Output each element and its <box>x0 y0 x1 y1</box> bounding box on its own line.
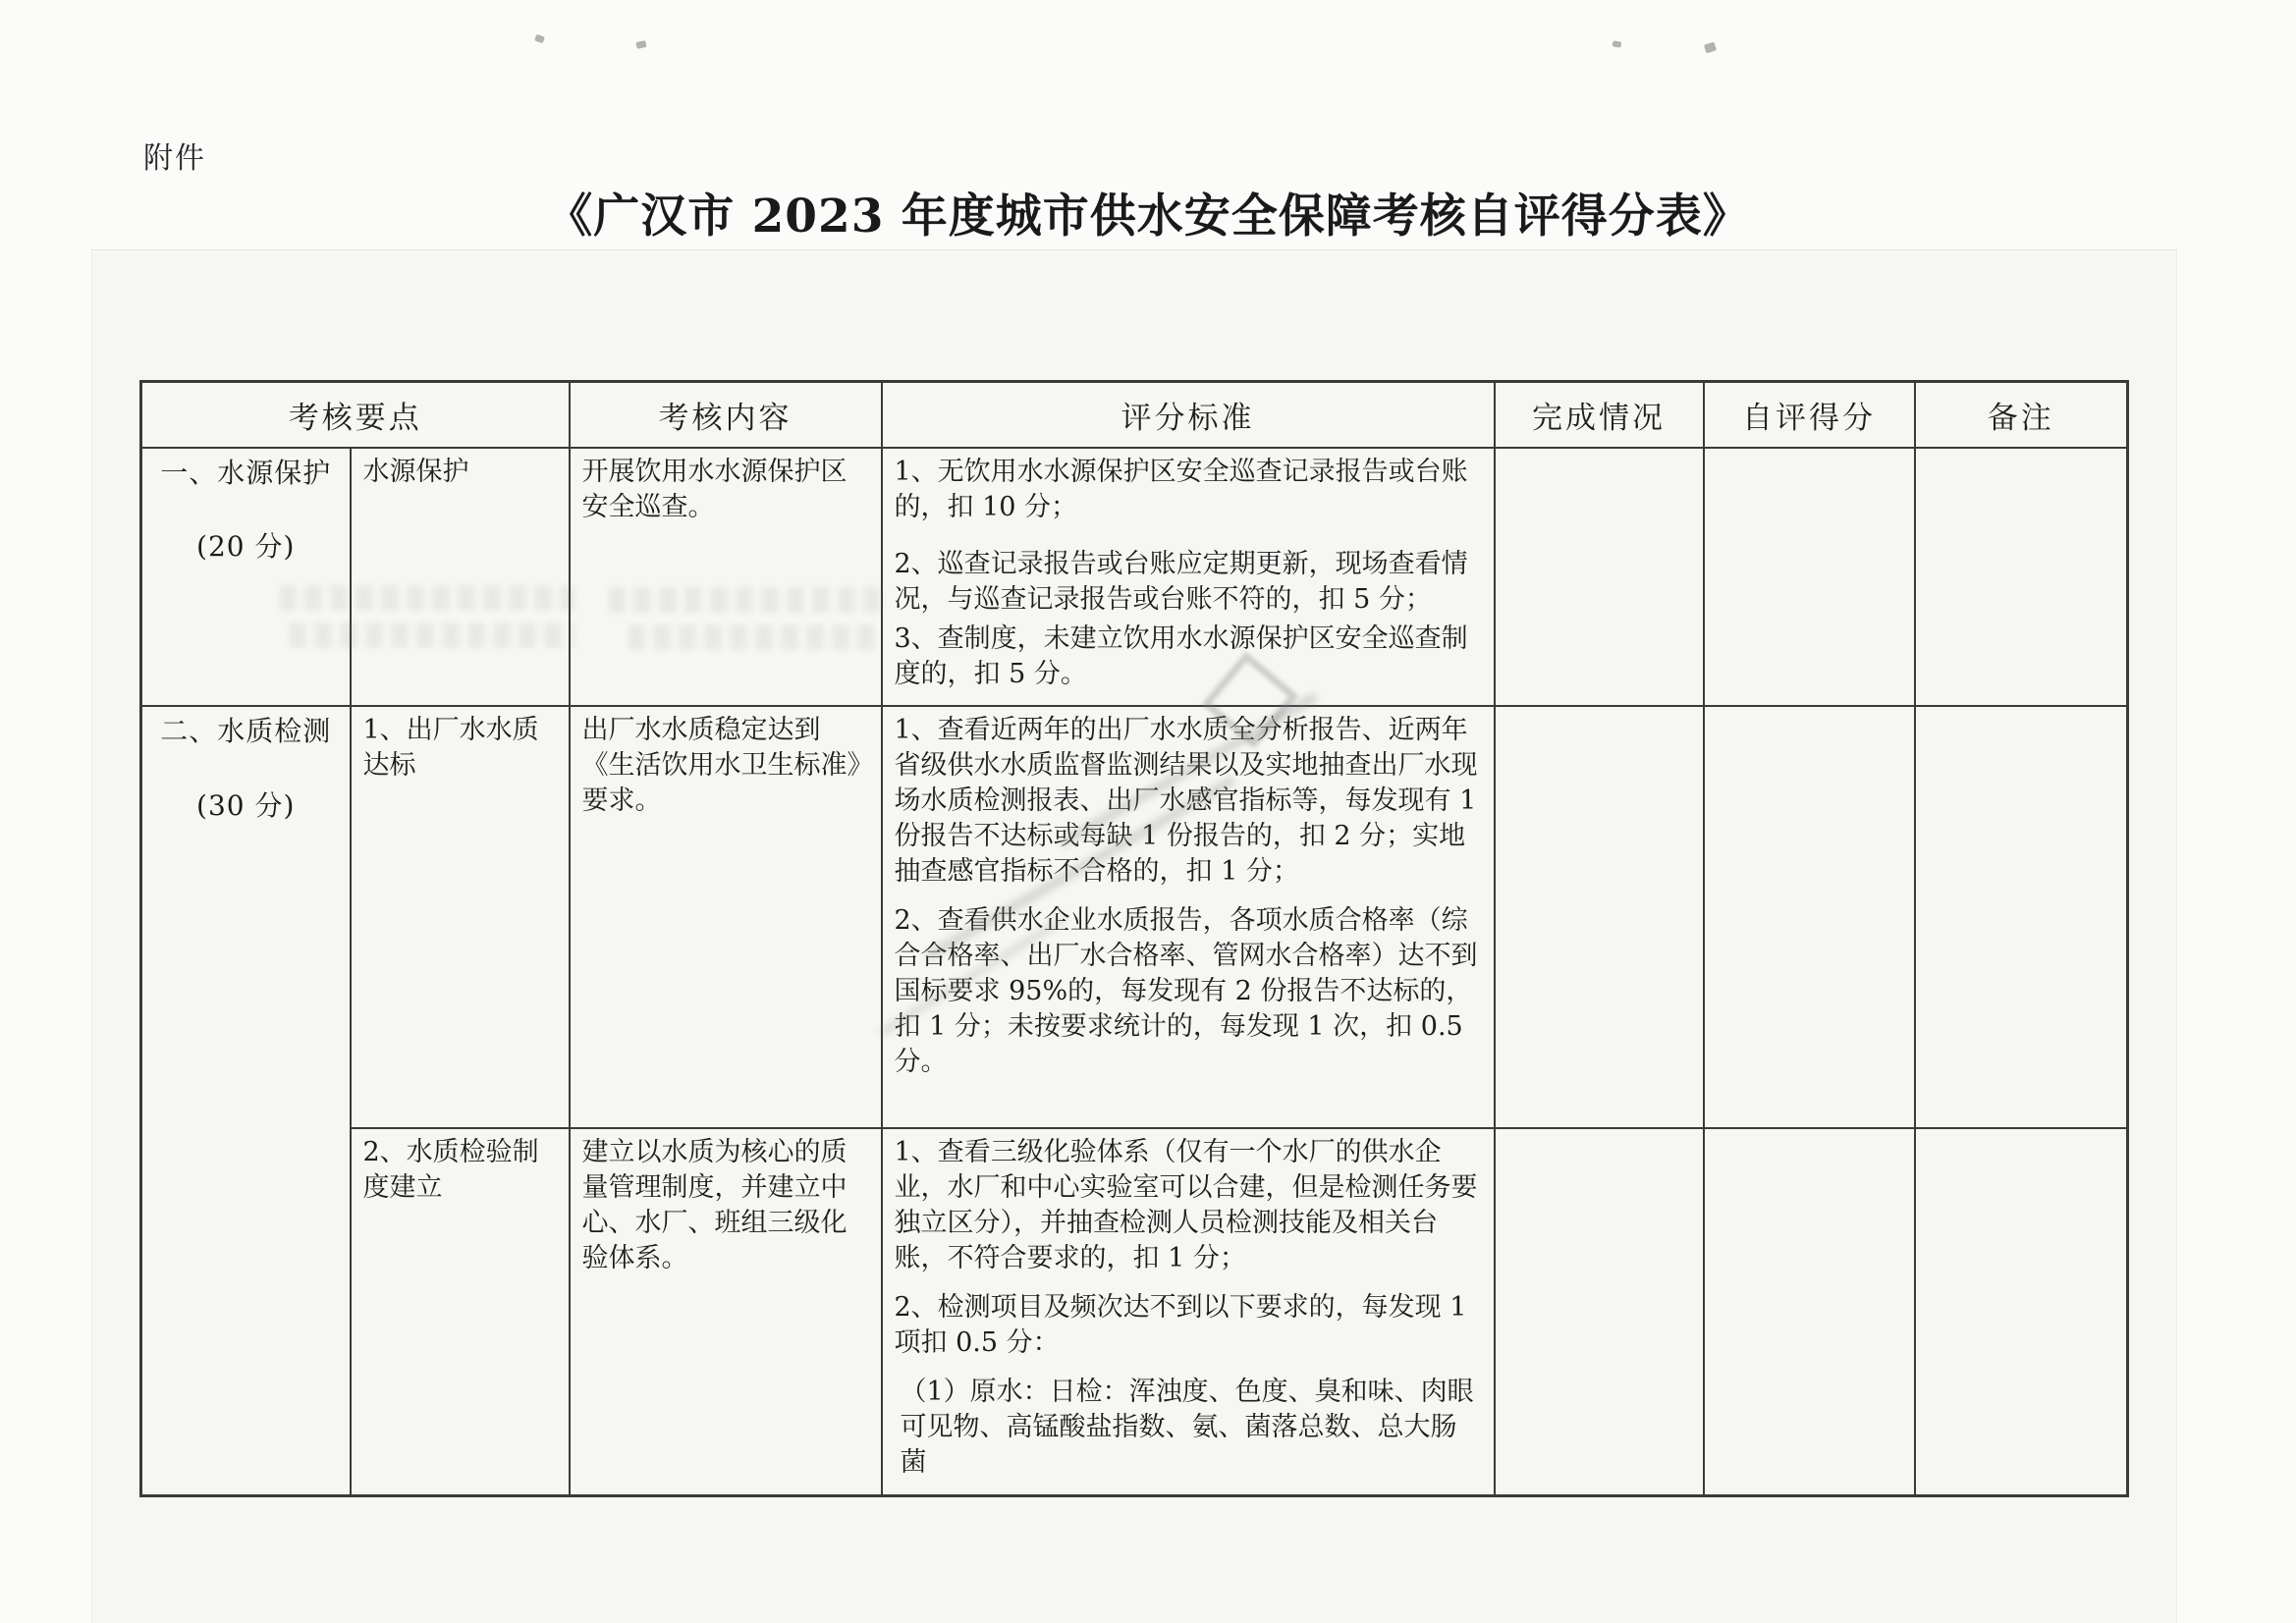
section-score: (20 分) <box>196 530 296 564</box>
scan-speck <box>635 40 646 49</box>
content-cell: 开展饮用水水源保护区安全巡查。 <box>570 448 882 706</box>
criteria-cell <box>882 1128 1495 1495</box>
self-score-cell <box>1704 706 1915 1128</box>
column-header-completion: 完成情况 <box>1495 382 1704 449</box>
attachment-label: 附件 <box>143 141 206 176</box>
column-header-content: 考核内容 <box>570 382 882 449</box>
criteria-paragraph: （1）原水：日检：浑浊度、色度、臭和味、肉眼可见物、高锰酸盐指数、氨、菌落总数、总大肠菌 <box>900 1376 1474 1478</box>
table-row <box>141 448 2128 706</box>
section-score: (30 分) <box>196 788 296 822</box>
page-title: 《广汉市 2023 年度城市供水安全保障考核自评得分表》 <box>546 189 1750 243</box>
header-row <box>141 382 2128 449</box>
content-cell: 出厂水水质稳定达到《生活饮用水卫生标准》要求。 <box>570 706 882 1128</box>
scan-speck <box>534 34 545 44</box>
criteria-cell <box>882 706 1495 1128</box>
content-cell: 建立以水质为核心的质量管理制度，并建立中心、水厂、班组三级化验体系。 <box>570 1128 882 1495</box>
column-header-criteria: 评分标准 <box>882 382 1495 449</box>
table-row <box>141 1128 2128 1495</box>
criteria-paragraph: 2、查看供水企业水质报告，各项水质合格率（综合合格率、出厂水合格率、管网水合格率）达不到国标要求 95%的，每发现有 2 份报告不达标的，扣 1 分；未按要求统计的，每发现 1 次，扣 0.5 分。 <box>894 904 1478 1077</box>
remarks-cell <box>1915 706 2128 1128</box>
criteria-paragraph: 1、查看三级化验体系（仅有一个水厂的供水企业，水厂和中心实验室可以合建，但是检测任务要独立区分），并抽查检测人员检测技能及相关台账，不符合要求的，扣 1 分； <box>894 1137 1478 1274</box>
criteria-paragraph: 2、巡查记录报告或台账应定期更新，现场查看情况，与巡查记录报告或台账不符的，扣 5 分； <box>894 548 1468 615</box>
section-name: 二、水质检测 <box>160 715 332 748</box>
column-header-self-score: 自评得分 <box>1704 382 1915 449</box>
table-row <box>141 706 2128 1128</box>
item-cell: 2、水质检验制度建立 <box>351 1128 570 1495</box>
criteria-paragraph: 3、查制度，未建立饮用水水源保护区安全巡查制度的，扣 5 分。 <box>894 622 1468 689</box>
column-header-remarks: 备注 <box>1915 382 2128 449</box>
item-cell: 1、出厂水水质达标 <box>351 706 570 1128</box>
criteria-paragraph: 2、检测项目及频次达不到以下要求的，每发现 1 项扣 0.5 分： <box>894 1292 1467 1358</box>
column-header-key-points: 考核要点 <box>141 382 570 449</box>
section-cell-water-source-protection <box>141 448 351 706</box>
completion-cell <box>1495 448 1704 706</box>
remarks-cell <box>1915 1128 2128 1495</box>
criteria-paragraph: 1、查看近两年的出厂水水质全分析报告、近两年省级供水水质监督监测结果以及实地抽查出厂水现场水质检测报表、出厂水感官指标等，每发现有 1 份报告不达标或每缺 1 份报告的，扣 2 分；实地抽查感官指标不合格的，扣 1 分； <box>894 715 1478 888</box>
item-cell: 水源保护 <box>351 448 570 706</box>
scan-speck <box>1613 40 1622 47</box>
assessment-table <box>139 380 2129 1497</box>
section-cell-water-quality-testing <box>141 706 351 1495</box>
completion-cell <box>1495 1128 1704 1495</box>
remarks-cell <box>1915 448 2128 706</box>
section-name: 一、水源保护 <box>160 457 332 489</box>
scan-speck <box>1704 42 1717 54</box>
criteria-paragraph: 1、无饮用水水源保护区安全巡查记录报告或台账的，扣 10 分； <box>894 457 1468 522</box>
criteria-cell <box>882 448 1495 706</box>
self-score-cell <box>1704 1128 1915 1495</box>
self-score-cell <box>1704 448 1915 706</box>
completion-cell <box>1495 706 1704 1128</box>
